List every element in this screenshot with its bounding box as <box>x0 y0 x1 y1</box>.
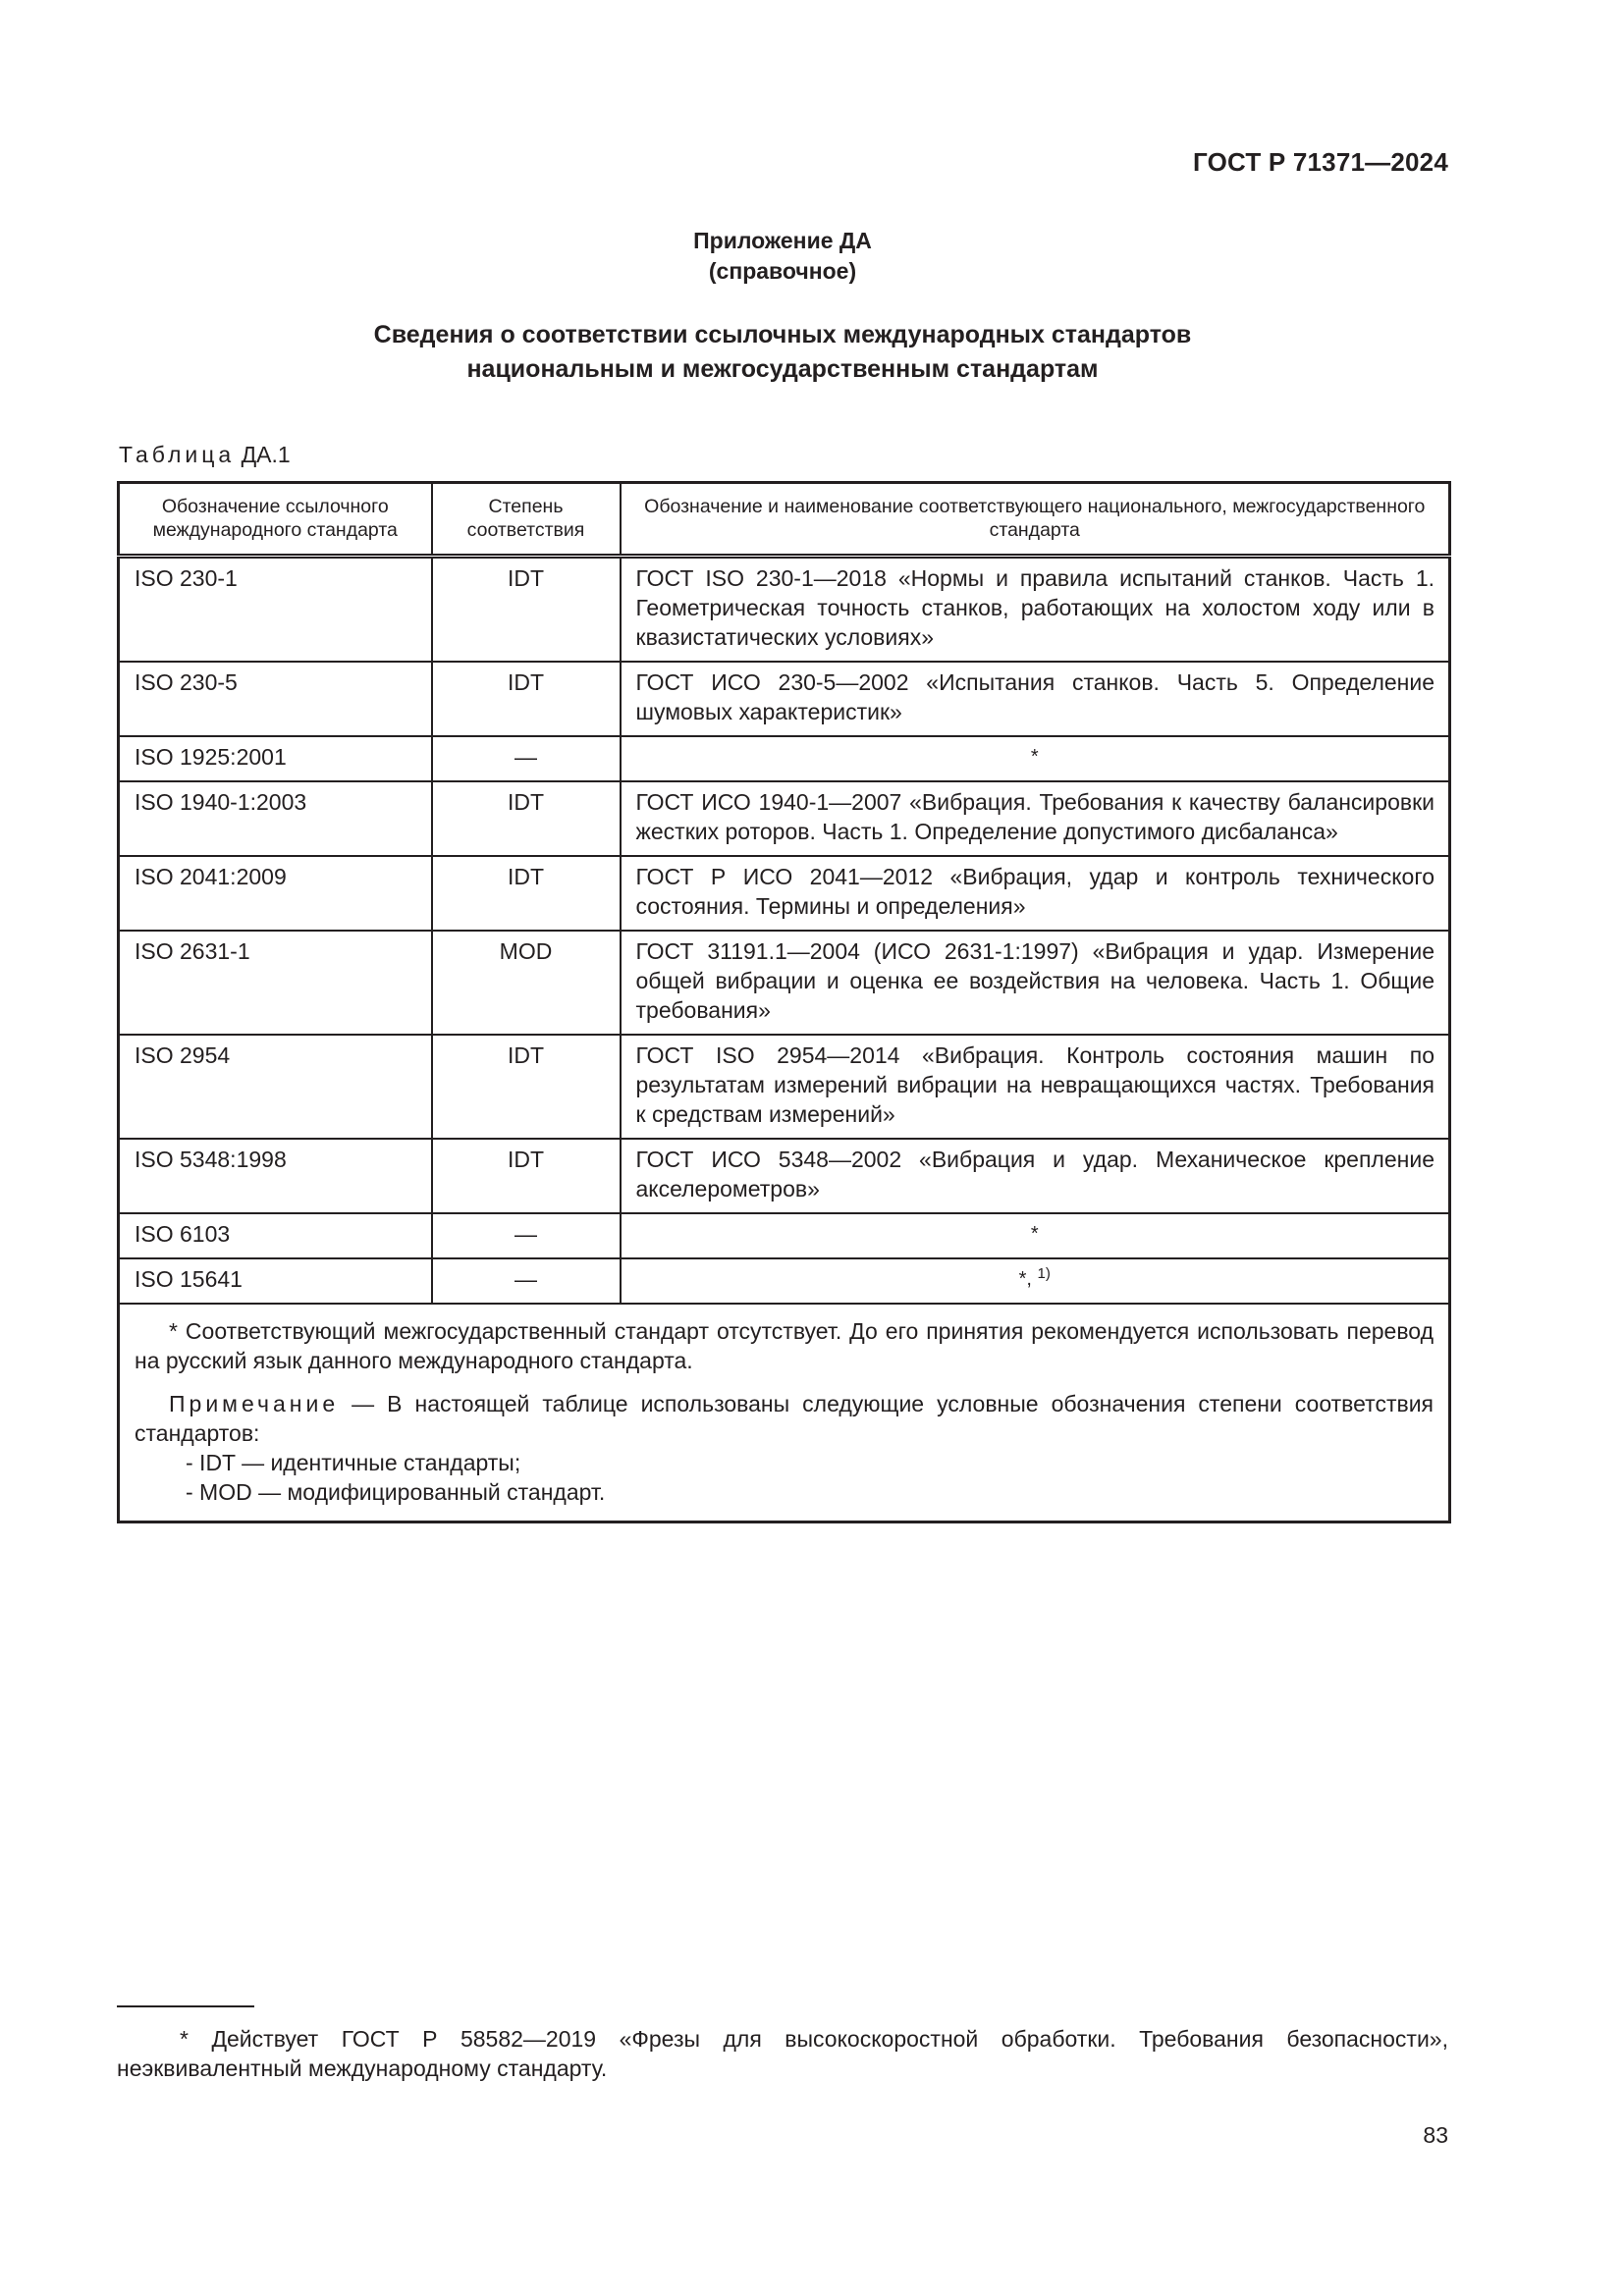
cell-intl: ISO 1940-1:2003 <box>119 781 432 856</box>
document-title-line2: национальным и межгосударственным стандартам <box>466 355 1099 383</box>
table-header-row <box>119 483 1450 557</box>
cell-intl: ISO 1925:2001 <box>119 736 432 781</box>
remark-label: Примечание <box>169 1391 340 1416</box>
cell-intl: ISO 15641 <box>119 1258 432 1304</box>
table-row <box>119 736 1450 781</box>
cell-degree: IDT <box>432 781 621 856</box>
cell-intl: ISO 2631-1 <box>119 931 432 1035</box>
table-row <box>119 931 1450 1035</box>
footnote-divider <box>117 2005 254 2007</box>
cell-national: * <box>621 736 1450 781</box>
page-number: 83 <box>1423 2122 1448 2148</box>
header-degree: Степень соответствия <box>432 483 621 557</box>
cell-degree: IDT <box>432 856 621 931</box>
cell-national: * <box>621 1213 1450 1258</box>
cell-intl: ISO 2041:2009 <box>119 856 432 931</box>
table-row <box>119 781 1450 856</box>
cell-national: ГОСТ ISO 230-1—2018 «Нормы и правила испытаний станков. Часть 1. Геометрическая точность станков, работающих на холостом ходу или в квазистатических условиях» <box>621 557 1450 663</box>
cell-degree: IDT <box>432 662 621 736</box>
cell-intl: ISO 230-5 <box>119 662 432 736</box>
list-item: - IDT — идентичные стандарты; <box>186 1450 521 1475</box>
table-row <box>119 557 1450 663</box>
annex-heading <box>0 226 1565 287</box>
remark <box>135 1389 1434 1448</box>
table-row <box>119 1035 1450 1139</box>
table-row <box>119 1213 1450 1258</box>
remark-text: — В настоящей таблице использованы следующие условные обозначения степени соответствия стандартов: <box>135 1391 1434 1446</box>
table-caption-number: ДА.1 <box>241 442 291 467</box>
cell-national: ГОСТ ИСО 230-5—2002 «Испытания станков. Часть 5. Определение шумовых характеристик» <box>621 662 1450 736</box>
table-caption-label: Таблица <box>119 442 236 467</box>
annex-kind: (справочное) <box>708 258 857 284</box>
cell-national: ГОСТ Р ИСО 2041—2012 «Вибрация, удар и контроль технического состояния. Термины и определения» <box>621 856 1450 931</box>
table-notes-row <box>119 1304 1450 1522</box>
annex-title: Приложение ДА <box>693 228 872 253</box>
cell-intl: ISO 5348:1998 <box>119 1139 432 1213</box>
table-row <box>119 1139 1450 1213</box>
cell-intl: ISO 230-1 <box>119 557 432 663</box>
cell-degree: IDT <box>432 557 621 663</box>
cell-degree: IDT <box>432 1035 621 1139</box>
cell-intl: ISO 6103 <box>119 1213 432 1258</box>
cell-degree: — <box>432 736 621 781</box>
cell-national: ГОСТ ISO 2954—2014 «Вибрация. Контроль состояния машин по результатам измерений вибрации на невращающихся частях. Требования к средствам измерений» <box>621 1035 1450 1139</box>
cell-national: ГОСТ ИСО 5348—2002 «Вибрация и удар. Механическое крепление акселерометров» <box>621 1139 1450 1213</box>
standards-table <box>117 481 1451 1523</box>
header-national-standard: Обозначение и наименование соответствующего национального, межгосударственного стандарта <box>621 483 1450 557</box>
table-row <box>119 856 1450 931</box>
header-intl-standard: Обозначение ссылочного международного стандарта <box>119 483 432 557</box>
cell-national <box>621 1258 1450 1304</box>
table-row <box>119 662 1450 736</box>
cell-degree: IDT <box>432 1139 621 1213</box>
cell-intl: ISO 2954 <box>119 1035 432 1139</box>
cell-degree: — <box>432 1258 621 1304</box>
star-note: * Соответствующий межгосударственный стандарт отсутствует. До его принятия рекомендуется использовать перевод на русский язык данного международного стандарта. <box>135 1318 1434 1373</box>
star-mark: *, <box>1018 1268 1032 1290</box>
table-notes <box>119 1304 1450 1522</box>
list-item: - MOD — модифицированный стандарт. <box>186 1479 606 1505</box>
document-title-line1: Сведения о соответствии ссылочных международных стандартов <box>373 321 1192 348</box>
table-row <box>119 1258 1450 1304</box>
document-code: ГОСТ Р 71371—2024 <box>1193 147 1448 177</box>
cell-national: ГОСТ 31191.1—2004 (ИСО 2631-1:1997) «Вибрация и удар. Измерение общей вибрации и оценка ее воздействия на человека. Часть 1. Общие требования» <box>621 931 1450 1035</box>
page-footnote: * Действует ГОСТ Р 58582—2019 «Фрезы для высокоскоростной обработки. Требования безопасности», неэквивалентный международному стандарту. <box>117 2026 1448 2081</box>
footnote-ref: 1) <box>1037 1265 1051 1282</box>
cell-degree: MOD <box>432 931 621 1035</box>
cell-degree: — <box>432 1213 621 1258</box>
table-caption <box>119 442 291 468</box>
cell-national: ГОСТ ИСО 1940-1—2007 «Вибрация. Требования к качеству балансировки жестких роторов. Часть 1. Определение допустимого дисбаланса» <box>621 781 1450 856</box>
document-title <box>0 318 1565 387</box>
